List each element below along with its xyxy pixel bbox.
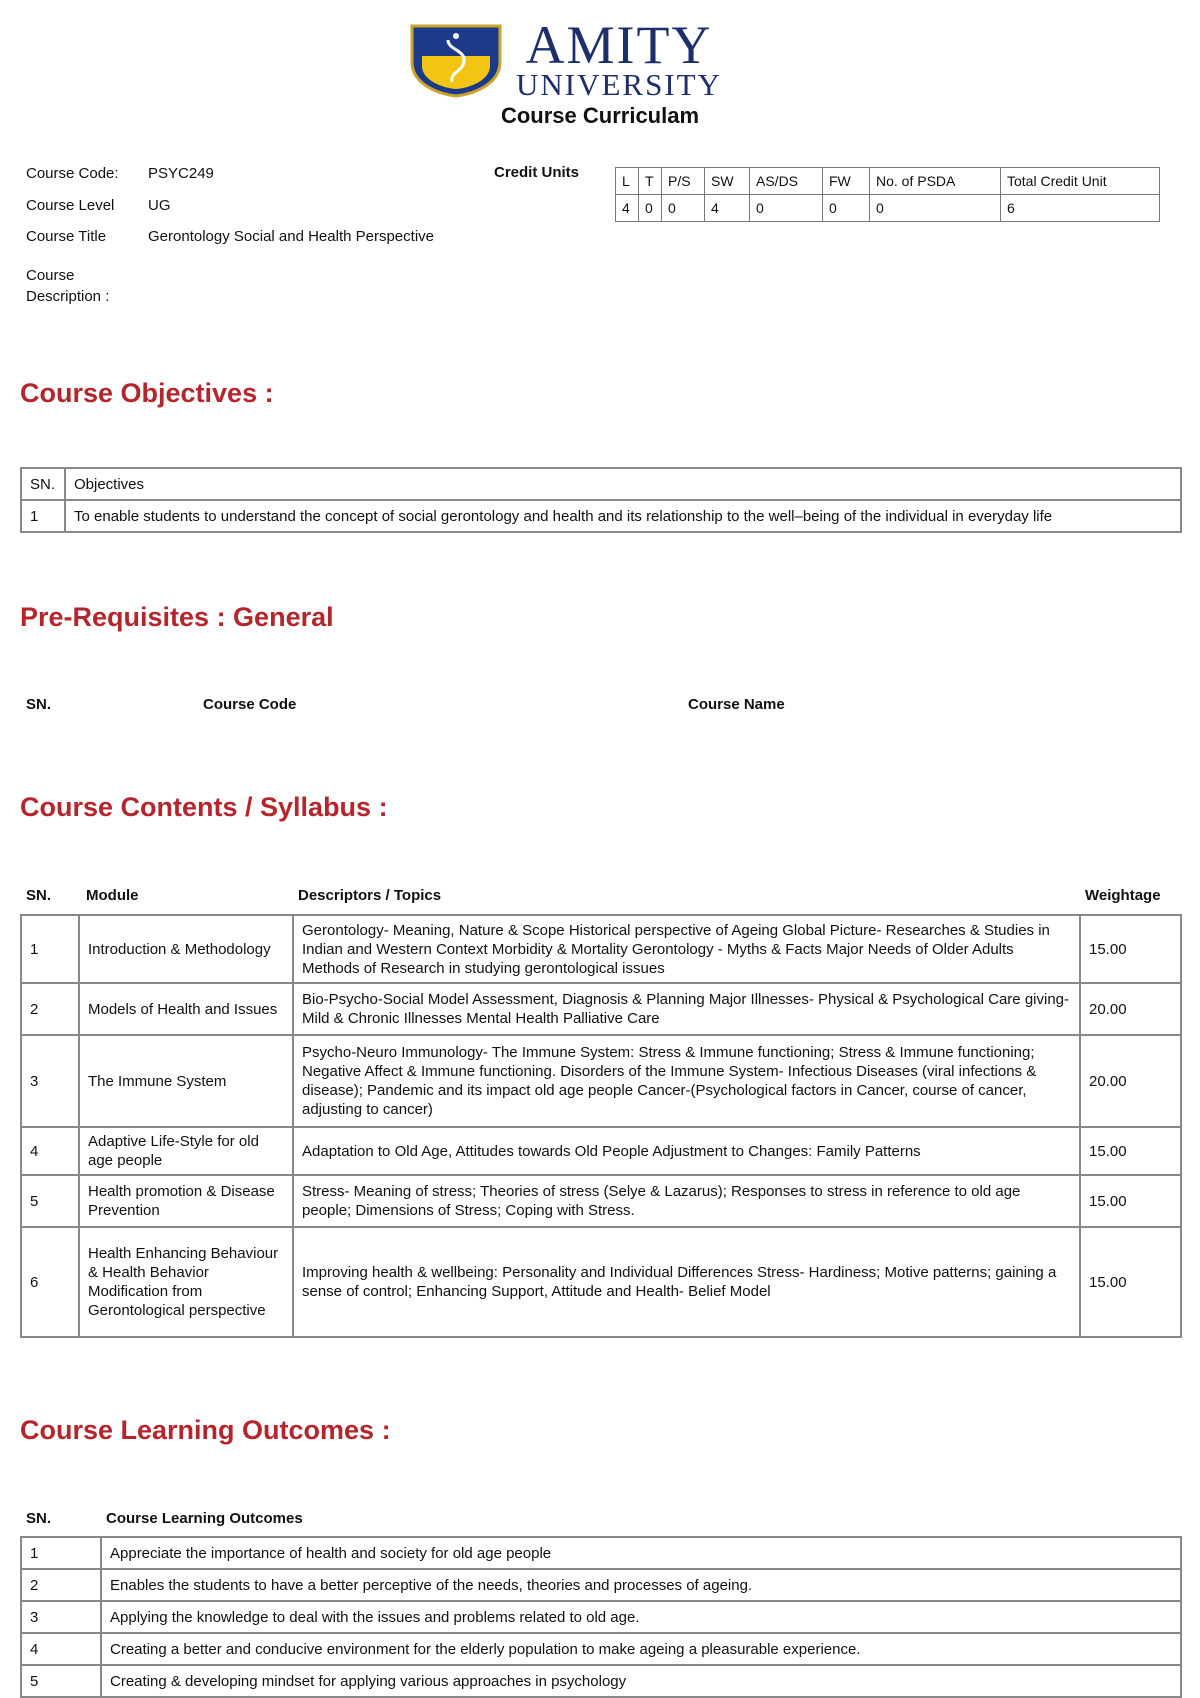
credit-units-table xyxy=(615,167,1160,222)
syllabus-sn: 1 xyxy=(21,915,79,983)
credit-value-row xyxy=(616,195,1160,222)
credit-header-cell: SW xyxy=(705,168,750,195)
objective-sn: 1 xyxy=(21,500,65,532)
table-row xyxy=(21,1175,1181,1227)
table-row xyxy=(21,1227,1181,1337)
objectives-sn-header: SN. xyxy=(21,468,65,500)
prereq-name-header: Course Name xyxy=(688,696,785,713)
outcome-sn: 4 xyxy=(21,1633,101,1665)
table-row xyxy=(21,1601,1181,1633)
credit-value-cell: 0 xyxy=(639,195,662,222)
credit-value-cell: 0 xyxy=(750,195,823,222)
outcomes-heading: Course Learning Outcomes : xyxy=(20,1415,391,1445)
syllabus-topics: Improving health & wellbeing: Personality and Individual Differences Stress- Hardiness; Motive patterns; gaining a sense of control; Enhancing Support, Attitude and Health- Belief Model xyxy=(293,1227,1080,1337)
course-description-row xyxy=(26,265,109,307)
credit-value-cell: 0 xyxy=(823,195,870,222)
syllabus-module: The Immune System xyxy=(79,1035,293,1127)
syllabus-sn: 3 xyxy=(21,1035,79,1127)
outcome-text: Enables the students to have a better perceptive of the needs, theories and processes of ageing. xyxy=(101,1569,1181,1601)
syllabus-weightage: 20.00 xyxy=(1080,983,1181,1035)
credit-header-cell: No. of PSDA xyxy=(870,168,1001,195)
course-title-value: Gerontology Social and Health Perspective xyxy=(148,228,434,245)
outcome-text: Creating & developing mindset for applying various approaches in psychology xyxy=(101,1665,1181,1697)
outcome-sn: 3 xyxy=(21,1601,101,1633)
syllabus-module: Health promotion & Disease Prevention xyxy=(79,1175,293,1227)
table-row xyxy=(21,1127,1181,1175)
course-code-label: Course Code: xyxy=(26,165,119,182)
syllabus-topics: Psycho-Neuro Immunology- The Immune System: Stress & Immune functioning; Stress & Immune functioning; Negative Affect & Immune functioning. Disorders of the Immune System- Infectious Diseases (viral infections & disease); Pandemic and its impact old age people Cancer-(Psychological factors in Cancer, course of cancer, adjusting to cancer) xyxy=(293,1035,1080,1127)
credit-header-cell: T xyxy=(639,168,662,195)
credit-header-cell: AS/DS xyxy=(750,168,823,195)
outcomes-text-header: Course Learning Outcomes xyxy=(106,1510,303,1527)
outcome-sn: 2 xyxy=(21,1569,101,1601)
prerequisites-heading: Pre-Requisites : General xyxy=(20,602,334,632)
syllabus-topics: Stress- Meaning of stress; Theories of stress (Selye & Lazarus); Responses to stress in reference to old age people; Dimensions of Stress; Coping with Stress. xyxy=(293,1175,1080,1227)
objectives-text-header: Objectives xyxy=(65,468,1181,500)
syllabus-weightage: 15.00 xyxy=(1080,1175,1181,1227)
syllabus-weightage: 15.00 xyxy=(1080,1227,1181,1337)
table-row xyxy=(21,1035,1181,1127)
syllabus-topics: Bio-Psycho-Social Model Assessment, Diagnosis & Planning Major Illnesses- Physical & Psychological Care giving- Mild & Chronic Illnesses Mental Health Palliative Care xyxy=(293,983,1080,1035)
outcome-text: Appreciate the importance of health and society for old age people xyxy=(101,1537,1181,1569)
syllabus-topics-header: Descriptors / Topics xyxy=(298,887,442,904)
table-row xyxy=(21,1633,1181,1665)
credit-header-cell: L xyxy=(616,168,639,195)
credit-value-cell: 0 xyxy=(662,195,705,222)
syllabus-module: Adaptive Life-Style for old age people xyxy=(79,1127,293,1175)
syllabus-sn: 6 xyxy=(21,1227,79,1337)
objective-text: To enable students to understand the concept of social gerontology and health and its relationship to the well–being of the individual in everyday life xyxy=(65,500,1181,532)
course-level-row xyxy=(26,197,171,214)
brand-name: AMITY xyxy=(525,15,713,75)
syllabus-module-header: Module xyxy=(86,887,139,904)
table-row xyxy=(21,1665,1181,1697)
credit-header-cell: P/S xyxy=(662,168,705,195)
outcome-text: Applying the knowledge to deal with the issues and problems related to old age. xyxy=(101,1601,1181,1633)
table-row xyxy=(21,1537,1181,1569)
course-code-row xyxy=(26,165,214,182)
outcome-sn: 5 xyxy=(21,1665,101,1697)
objectives-heading: Course Objectives : xyxy=(20,378,274,408)
course-title-label: Course Title xyxy=(26,228,107,245)
brand-subtitle: UNIVERSITY xyxy=(516,67,722,102)
prereq-sn-header: SN. xyxy=(26,696,52,713)
objectives-table xyxy=(20,467,1182,533)
table-row xyxy=(21,500,1181,532)
outcome-sn: 1 xyxy=(21,1537,101,1569)
course-level-value: UG xyxy=(148,197,171,214)
outcome-text: Creating a better and conducive environment for the elderly population to make ageing a pleasurable experience. xyxy=(101,1633,1181,1665)
credit-units-label: Credit Units xyxy=(494,164,580,181)
outcomes-sn-header: SN. xyxy=(26,1510,52,1527)
syllabus-weightage-header: Weightage xyxy=(1085,887,1161,904)
credit-header-cell: Total Credit Unit xyxy=(1001,168,1160,195)
credit-value-cell: 4 xyxy=(705,195,750,222)
course-level-label: Course Level xyxy=(26,197,115,214)
syllabus-heading: Course Contents / Syllabus : xyxy=(20,792,388,822)
amity-logo xyxy=(408,15,722,102)
document-title: Course Curriculam xyxy=(500,103,700,128)
outcomes-table xyxy=(20,1536,1182,1698)
table-row xyxy=(21,1569,1181,1601)
objectives-header-row xyxy=(21,468,1181,500)
syllabus-weightage: 15.00 xyxy=(1080,915,1181,983)
credit-header-cell: FW xyxy=(823,168,870,195)
table-row xyxy=(21,983,1181,1035)
syllabus-sn: 4 xyxy=(21,1127,79,1175)
syllabus-module: Introduction & Methodology xyxy=(79,915,293,983)
syllabus-sn: 2 xyxy=(21,983,79,1035)
syllabus-module: Models of Health and Issues xyxy=(79,983,293,1035)
syllabus-topics: Gerontology- Meaning, Nature & Scope Historical perspective of Ageing Global Picture- Researches & Studies in Indian and Western Context Morbidity & Mortality Gerontology - Myths & Facts Major Needs of Older Adults Methods of Research in studying gerontological issues xyxy=(293,915,1080,983)
course-code-value: PSYC249 xyxy=(148,165,214,182)
syllabus-sn: 5 xyxy=(21,1175,79,1227)
syllabus-weightage: 20.00 xyxy=(1080,1035,1181,1127)
syllabus-weightage: 15.00 xyxy=(1080,1127,1181,1175)
syllabus-module: Health Enhancing Behaviour & Health Behavior Modification from Gerontological perspective xyxy=(79,1227,293,1337)
credit-value-cell: 0 xyxy=(870,195,1001,222)
syllabus-topics: Adaptation to Old Age, Attitudes towards Old People Adjustment to Changes: Family Patterns xyxy=(293,1127,1080,1175)
credit-value-cell: 6 xyxy=(1001,195,1160,222)
credit-header-row xyxy=(616,168,1160,195)
course-title-row xyxy=(26,228,434,245)
brand-wordmark xyxy=(516,15,722,102)
prereq-code-header: Course Code xyxy=(203,696,297,713)
course-description-label-1: Course xyxy=(26,267,75,284)
university-crest-icon xyxy=(408,22,504,98)
syllabus-sn-header: SN. xyxy=(26,887,52,904)
table-row xyxy=(21,915,1181,983)
syllabus-table xyxy=(20,914,1182,1338)
course-description-label-2: Description : xyxy=(26,288,110,305)
credit-value-cell: 4 xyxy=(616,195,639,222)
